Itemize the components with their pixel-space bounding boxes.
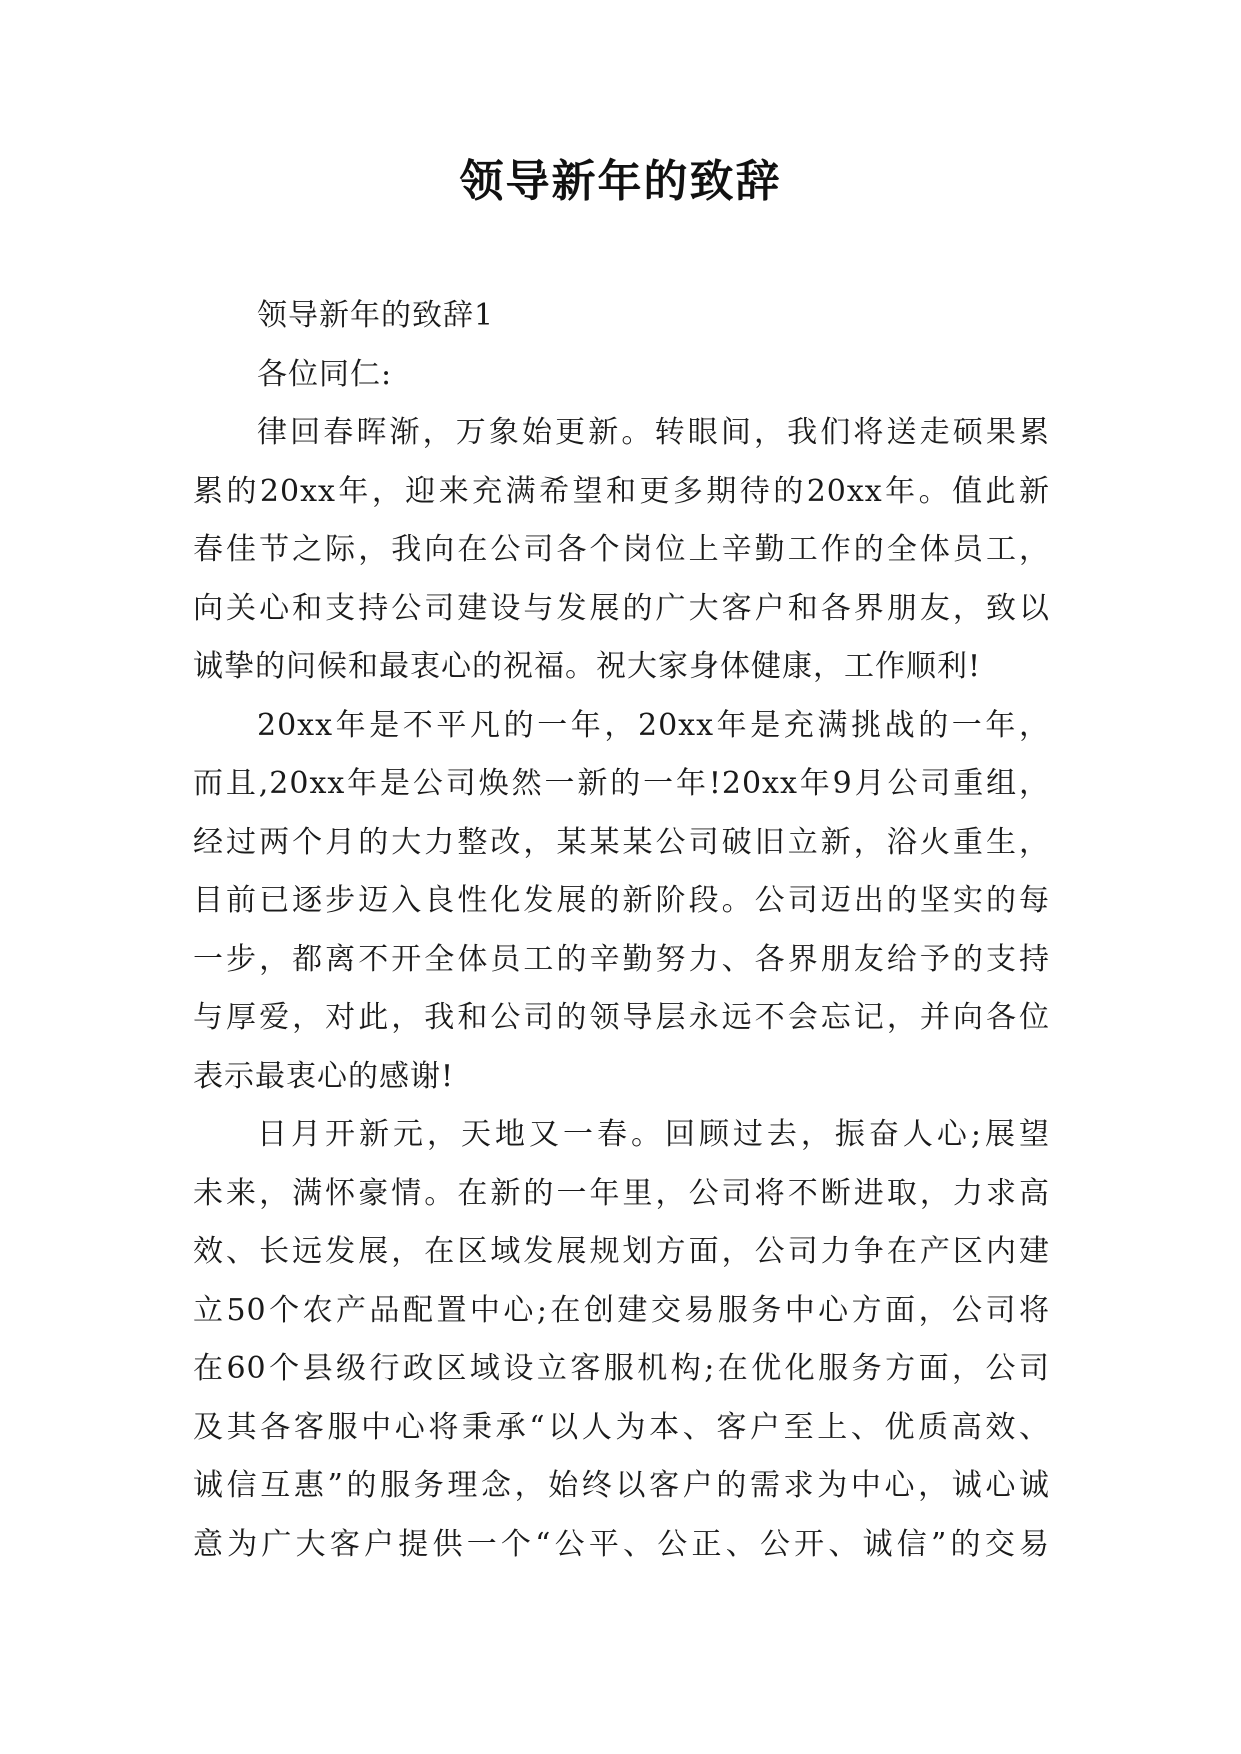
body-text-line: 未来，满怀豪情。在新的一年里，公司将不断进取，力求高 (193, 1175, 1050, 1211)
body-text-line: 目前已逐步迈入良性化发展的新阶段。公司迈出的坚实的每 (193, 883, 1050, 918)
body-text-line: 20xx年是不平凡的一年，20xx年是充满挑战的一年， (257, 707, 1050, 743)
body-text-line: 律回春晖渐，万象始更新。转眼间，我们将送走硕果累 (257, 415, 1050, 450)
body-text-line: 诚信互惠”的服务理念，始终以客户的需求为中心，诚心诚 (193, 1468, 1050, 1503)
body-text-line: 而且,20xx年是公司焕然一新的一年!20xx年9月公司重组， (193, 766, 1050, 801)
body-text-line: 经过两个月的大力整改，某某某公司破旧立新，浴火重生， (193, 824, 1050, 860)
document-title: 领导新年的致辞 (459, 156, 782, 207)
body-text-line: 领导新年的致辞1 (257, 298, 495, 333)
body-text-line: 向关心和支持公司建设与发展的广大客户和各界朋友，致以 (193, 590, 1050, 626)
body-text-line: 一步，都离不开全体员工的辛勤努力、各界朋友给予的支持 (193, 941, 1050, 977)
body-text-line: 在60个县级行政区域设立客服机构;在优化服务方面，公司 (193, 1351, 1050, 1386)
body-text-line: 与厚爱，对此，我和公司的领导层永远不会忘记，并向各位 (193, 1000, 1050, 1035)
body-text-line: 春佳节之际，我向在公司各个岗位上辛勤工作的全体员工， (193, 532, 1050, 567)
body-text-line: 及其各客服中心将秉承“以人为本、客户至上、优质高效、 (193, 1409, 1050, 1445)
body-text-line: 立50个农产品配置中心;在创建交易服务中心方面，公司将 (193, 1292, 1050, 1328)
body-text-line: 累的20xx年，迎来充满希望和更多期待的20xx年。值此新 (193, 473, 1050, 509)
body-text-line: 表示最衷心的感谢! (193, 1058, 455, 1094)
body-text-line: 各位同仁: (257, 356, 393, 392)
body-text-line: 诚挚的问候和最衷心的祝福。祝大家身体健康，工作顺利! (193, 649, 982, 684)
body-text-line: 意为广大客户提供一个“公平、公正、公开、诚信”的交易 (193, 1526, 1050, 1562)
body-text-line: 效、长远发展，在区域发展规划方面，公司力争在产区内建 (193, 1234, 1050, 1269)
body-text-line: 日月开新元，天地又一春。回顾过去，振奋人心;展望 (257, 1117, 1050, 1152)
document-body (193, 287, 1050, 1574)
